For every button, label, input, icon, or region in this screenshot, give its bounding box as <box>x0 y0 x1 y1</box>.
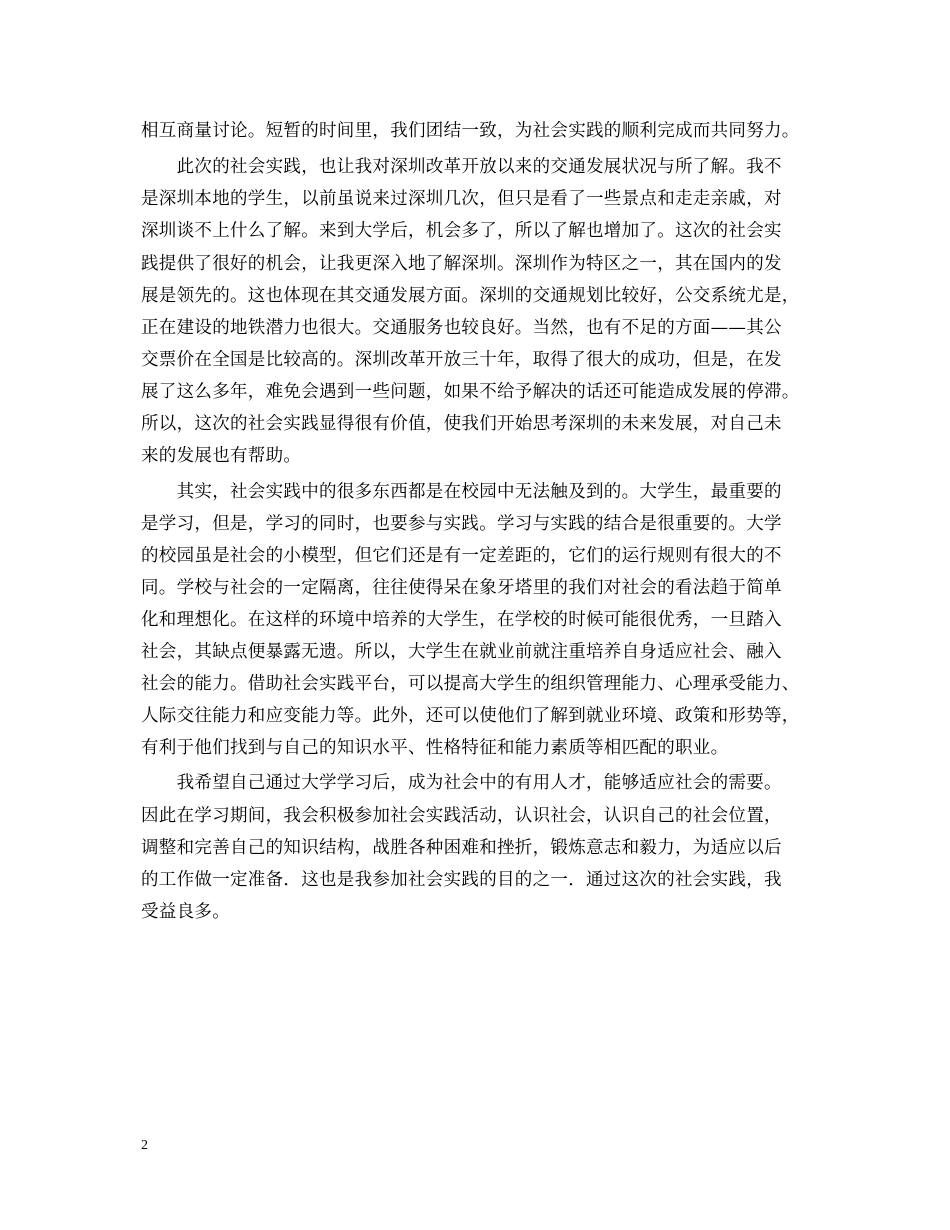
text-line: 有利于他们找到与自己的知识水平、性格特征和能力素质等相匹配的职业。 <box>141 738 729 758</box>
text-line: 受益良多。 <box>141 902 230 922</box>
text-line: 交票价在全国是比较高的。深圳改革开放三十年，取得了很大的成功，但是，在发 <box>141 350 782 370</box>
text-line: 同。学校与社会的一定隔离，往往使得呆在象牙塔里的我们对社会的看法趋于简单 <box>141 578 782 598</box>
text-line: 因此在学习期间，我会积极参加社会实践活动，认识社会，认识自己的社会位置， <box>141 806 782 826</box>
text-line: 所以，这次的社会实践显得很有价值，使我们开始思考深圳的未来发展，对自己未 <box>141 414 782 434</box>
text-line: 是深圳本地的学生，以前虽说来过深圳几次，但只是看了一些景点和走走亲戚，对 <box>141 189 782 209</box>
text-line: 此次的社会实践，也让我对深圳改革开放以来的交通发展状况与所了解。我不 <box>141 157 782 177</box>
text-line: 践提供了很好的机会，让我更深入地了解深圳。深圳作为特区之一，其在国内的发 <box>141 254 782 274</box>
text-line: 展了这么多年，难免会遇到一些问题，如果不给予解决的话还可能造成发展的停滞。 <box>141 382 800 402</box>
text-line: 社会的能力。借助社会实践平台，可以提高大学生的组织管理能力、心理承受能力、 <box>141 674 800 694</box>
text-line: 来的发展也有帮助。 <box>141 446 302 466</box>
text-line: 是学习，但是，学习的同时，也要参与实践。学习与实践的结合是很重要的。大学 <box>141 514 782 534</box>
text-line: 社会，其缺点便暴露无遗。所以，大学生在就业前就注重培养自身适应社会、融入 <box>141 642 782 662</box>
text-line: 我希望自己通过大学学习后，成为社会中的有用人才，能够适应社会的需要。 <box>141 773 782 793</box>
text-line: 展是领先的。这也体现在其交通发展方面。深圳的交通规划比较好，公交系统尤是， <box>141 286 800 306</box>
text-line: 深圳谈不上什么了解。来到大学后，机会多了，所以了解也增加了。这次的社会实 <box>141 221 782 241</box>
page-number: 2 <box>141 1138 148 1153</box>
text-line: 化和理想化。在这样的环境中培养的大学生，在学校的时候可能很优秀，一旦踏入 <box>141 610 782 630</box>
text-line: 的工作做一定准备．这也是我参加社会实践的目的之一．通过这次的社会实践，我 <box>141 870 782 890</box>
text-line: 调整和完善自己的知识结构，战胜各种困难和挫折，锻炼意志和毅力，为适应以后 <box>141 838 782 858</box>
text-line: 人际交往能力和应变能力等。此外，还可以使他们了解到就业环境、政策和形势等， <box>141 706 800 726</box>
text-line: 其实，社会实践中的很多东西都是在校园中无法触及到的。大学生，最重要的 <box>141 482 782 502</box>
text-line: 相互商量讨论。短暂的时间里，我们团结一致，为社会实践的顺利完成而共同努力。 <box>141 121 800 141</box>
text-line: 的校园虽是社会的小模型，但它们还是有一定差距的，它们的运行规则有很大的不 <box>141 546 782 566</box>
text-line: 正在建设的地铁潜力也很大。交通服务也较良好。当然，也有不足的方面——其公 <box>141 318 782 338</box>
